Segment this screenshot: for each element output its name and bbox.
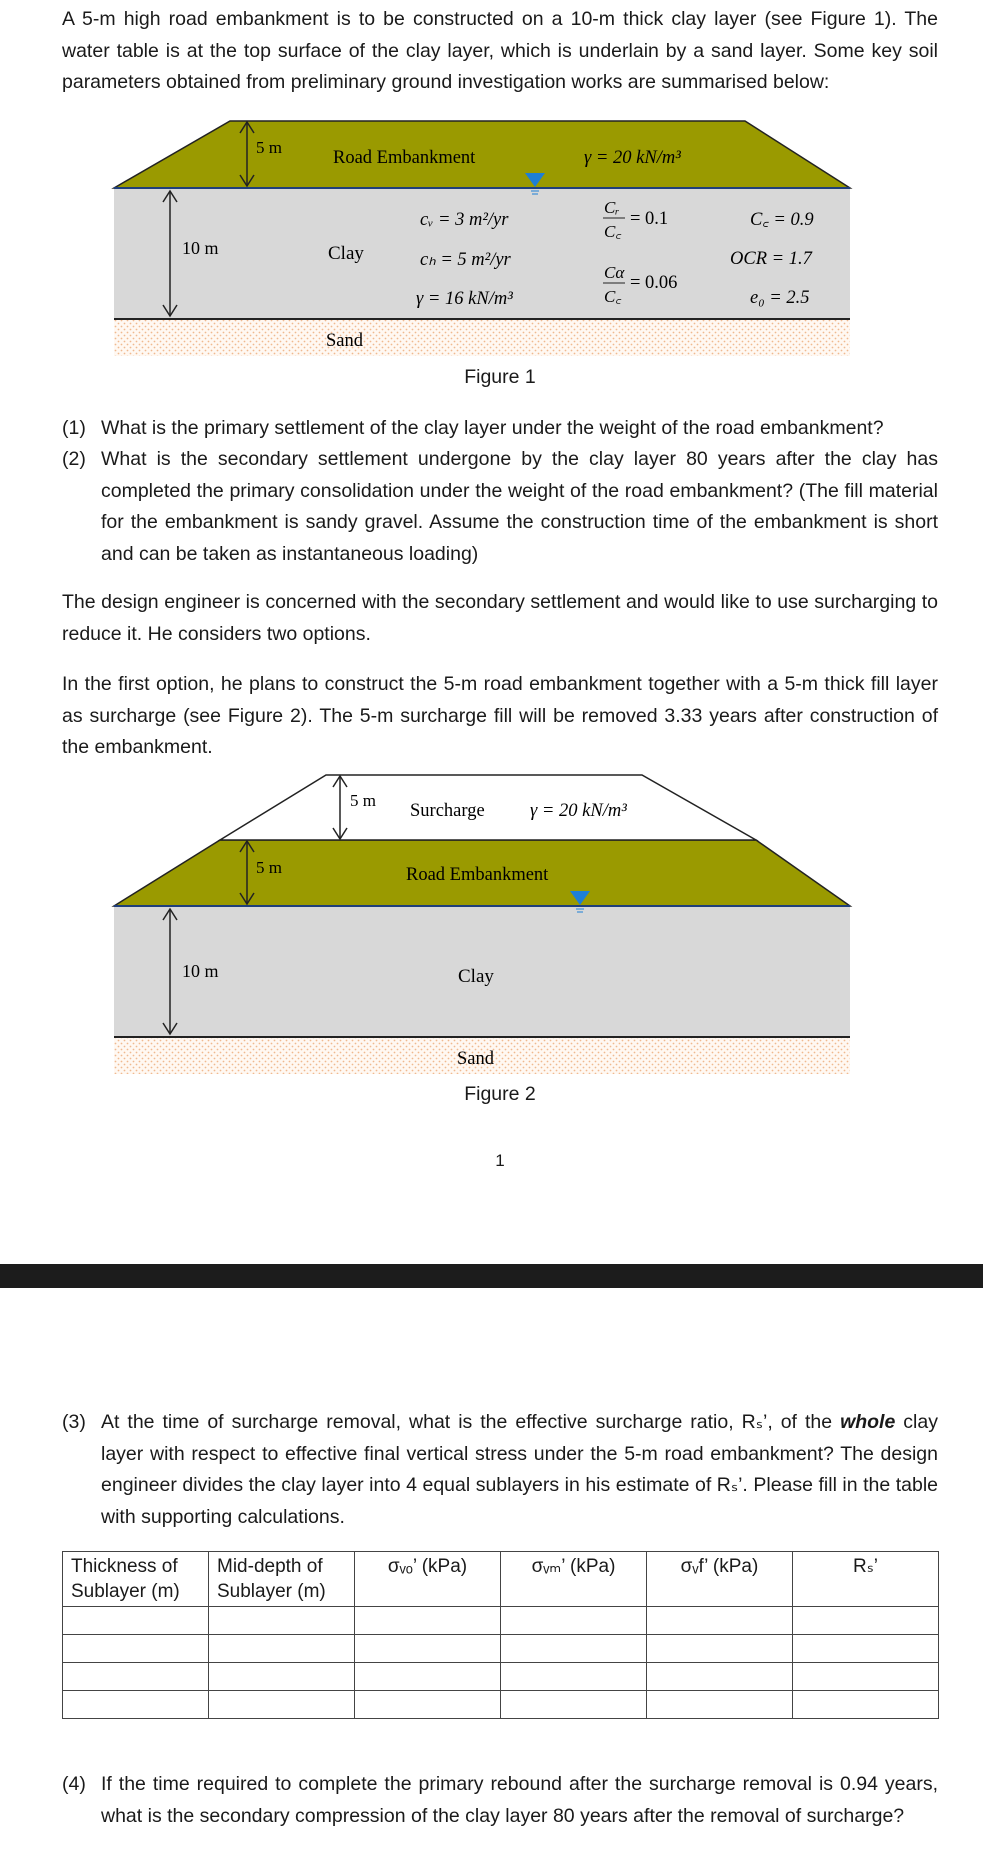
table-cell[interactable] xyxy=(793,1663,939,1691)
table-cell[interactable] xyxy=(63,1607,209,1635)
table-cell[interactable] xyxy=(647,1691,793,1719)
question-1-text: What is the primary settlement of the clay layer under the weight of the road embankment? xyxy=(101,417,884,439)
sand-label: Sand xyxy=(326,331,363,351)
question-4 xyxy=(62,1769,938,1832)
header-rs: Rₛ’ xyxy=(793,1552,939,1607)
cr-numerator: Cᵣ xyxy=(604,198,620,217)
design-paragraph: The design engineer is concerned with the secondary settlement and would like to use surcharging to reduce it. He considers two options. xyxy=(62,591,938,645)
clay-gamma: γ = 16 kN/m³ xyxy=(416,289,513,309)
embankment-label: Road Embankment xyxy=(333,148,476,168)
embankment-label-2: Road Embankment xyxy=(406,865,549,885)
table-cell[interactable] xyxy=(793,1691,939,1719)
ca-denominator: C꜀ xyxy=(604,287,622,306)
table-cell[interactable] xyxy=(63,1663,209,1691)
question-2-number: (2) xyxy=(62,448,86,470)
question-4-number: (4) xyxy=(62,1773,86,1795)
table-cell[interactable] xyxy=(209,1635,355,1663)
question-3-bold: whole xyxy=(840,1411,896,1433)
table-header-row xyxy=(63,1552,939,1607)
table-cell[interactable] xyxy=(501,1607,647,1635)
table-cell[interactable] xyxy=(501,1691,647,1719)
table-cell[interactable] xyxy=(647,1635,793,1663)
clay-label-2: Clay xyxy=(458,966,494,987)
table-cell[interactable] xyxy=(63,1691,209,1719)
table-cell[interactable] xyxy=(209,1691,355,1719)
figure-2-caption: Figure 2 xyxy=(464,1083,536,1105)
surcharge-height-label: 5 m xyxy=(350,791,376,810)
cr-ratio-value: = 0.1 xyxy=(630,209,669,229)
question-3 xyxy=(62,1407,938,1533)
header-sigma-vo: σᵥₒ’ (kPa) xyxy=(355,1552,501,1607)
table-cell[interactable] xyxy=(501,1635,647,1663)
cc-value: C꜀ = 0.9 xyxy=(750,210,814,230)
cv-value: cᵥ = 3 m²/yr xyxy=(420,210,509,230)
embankment-gamma: γ = 20 kN/m³ xyxy=(584,148,681,168)
option1-paragraph: In the first option, he plans to construct the 5-m road embankment together with a 5-m thick fill layer as surcharge (see Figure 2). The 5-m surcharge fill will be removed 3.33 years after construction of the embankment. xyxy=(62,673,938,758)
ca-ratio-value: = 0.06 xyxy=(630,273,678,293)
header-sigma-vf: σᵥf’ (kPa) xyxy=(647,1552,793,1607)
surcharge-label: Surcharge xyxy=(410,801,485,821)
page-number: 1 xyxy=(495,1151,505,1170)
question-1 xyxy=(62,413,938,445)
intro-paragraph: A 5-m high road embankment is to be constructed on a 10-m thick clay layer (see Figure 1). The water table is at the top surface of the clay layer, which is underlain by a sand layer. Some key soil parameters obtained from preliminary ground investigation works are summarised below: xyxy=(62,8,938,93)
figure-1 xyxy=(0,115,983,365)
question-3-text xyxy=(101,1407,938,1533)
table-cell[interactable] xyxy=(63,1635,209,1663)
table-row xyxy=(63,1663,939,1691)
table-cell[interactable] xyxy=(501,1663,647,1691)
table-cell[interactable] xyxy=(355,1635,501,1663)
figure-2 xyxy=(0,772,983,1077)
table-row xyxy=(63,1635,939,1663)
header-mid-depth: Mid-depth of Sublayer (m) xyxy=(209,1552,355,1607)
table-cell[interactable] xyxy=(209,1663,355,1691)
e0-value: e₀ = 2.5 xyxy=(750,288,810,308)
surcharge-gamma: γ = 20 kN/m³ xyxy=(530,801,627,821)
header-thickness: Thickness of Sublayer (m) xyxy=(63,1552,209,1607)
embankment xyxy=(114,121,850,188)
ca-numerator: Cα xyxy=(604,263,625,282)
question-3-text-b: clay layer with respect to effective final vertical stress under the 5-m road embankment? The design engineer divides the clay layer into 4 equal sublayers in his estimate of Rₛ’. Please fill in the table with supporting calculations. xyxy=(101,1411,938,1528)
sand-label-2: Sand xyxy=(457,1049,494,1069)
sand-layer xyxy=(114,319,850,356)
page-break-band xyxy=(0,1264,983,1288)
embankment-height-label-2: 5 m xyxy=(256,858,282,877)
table-cell[interactable] xyxy=(793,1635,939,1663)
table-row xyxy=(63,1607,939,1635)
table-cell[interactable] xyxy=(647,1607,793,1635)
clay-label: Clay xyxy=(328,243,364,264)
sublayer-table xyxy=(62,1551,939,1719)
question-1-number: (1) xyxy=(62,417,86,439)
question-3-text-a: At the time of surcharge removal, what is the effective surcharge ratio, Rₛ’, of the xyxy=(101,1411,841,1433)
ch-value: cₕ = 5 m²/yr xyxy=(420,250,511,270)
header-sigma-vm: σᵥₘ’ (kPa) xyxy=(501,1552,647,1607)
cr-denominator: C꜀ xyxy=(604,222,622,241)
clay-thickness-label: 10 m xyxy=(182,238,219,258)
table-cell[interactable] xyxy=(647,1663,793,1691)
figure-1-caption: Figure 1 xyxy=(464,366,536,388)
table-cell[interactable] xyxy=(793,1607,939,1635)
question-2 xyxy=(62,444,938,570)
table-row xyxy=(63,1691,939,1719)
table-cell[interactable] xyxy=(355,1607,501,1635)
table-cell[interactable] xyxy=(355,1663,501,1691)
question-3-number: (3) xyxy=(62,1411,86,1433)
embankment-height-label: 5 m xyxy=(256,138,282,157)
question-2-text: What is the secondary settlement undergone by the clay layer 80 years after the clay has completed the primary consolidation under the weight of the road embankment? (The fill material for the embankment is sandy gravel. Assume the construction time of the embankment is short and can be taken as instantaneous loading) xyxy=(101,448,938,565)
clay-thickness-label-2: 10 m xyxy=(182,961,219,981)
ocr-value: OCR = 1.7 xyxy=(730,249,812,269)
surcharge xyxy=(220,775,756,840)
table-cell[interactable] xyxy=(355,1691,501,1719)
table-cell[interactable] xyxy=(209,1607,355,1635)
question-4-text: If the time required to complete the primary rebound after the surcharge removal is 0.94 years, what is the secondary compression of the clay layer 80 years after the removal of surcharge? xyxy=(101,1773,938,1827)
